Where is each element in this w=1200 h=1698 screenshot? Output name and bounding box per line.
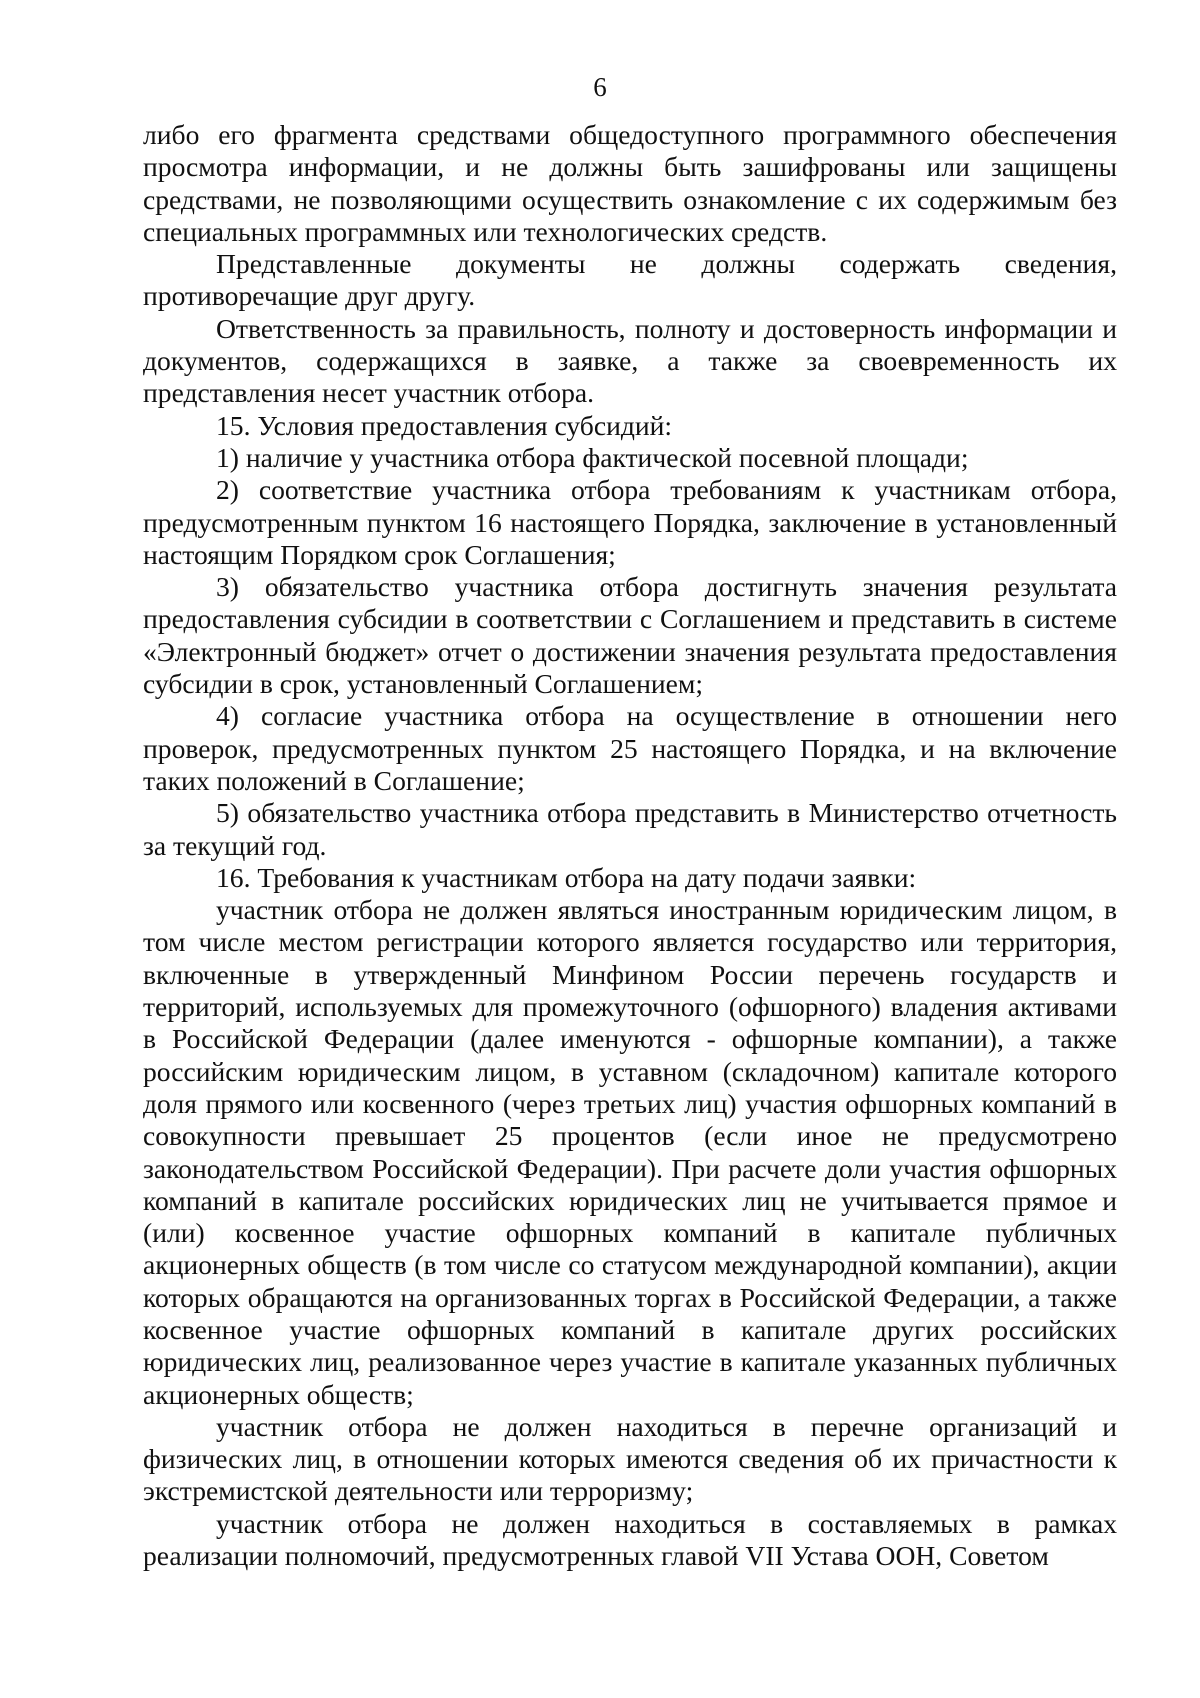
- section-heading-15: 15. Условия предоставления субсидий:: [216, 409, 673, 441]
- paragraph: Представленные документы не должны содержать сведения, противоречащие друг другу.: [143, 248, 1117, 312]
- paragraph: участник отбора не должен являться иностранным юридическим лицом, в том числе местом регистрации которого является государство или территория, включенные в утвержденный Минфином России перечень государств и территорий, используемых для промежуточного (офшорного) владения активами в Российской Федерации (далее именуются - офшорные компании), а также российским юридическим лицом, в уставном (складочном) капитале которого доля прямого или косвенного (через третьих лиц) участия офшорных компаний в совокупности превышает 25 процентов (если иное не предусмотрено законодательством Российской Федерации). При расчете доли участия офшорных компаний в капитале российских юридических лиц не учитывается прямое и (или) косвенное участие офшорных компаний в капитале публичных акционерных обществ (в том числе со статусом международной компании), акции которых обращаются на организованных торгах в Российской Федерации, а также косвенное участие офшорных компаний в капитале других российских юридических лиц, реализованное через участие в капитале указанных публичных акционерных обществ;: [143, 894, 1117, 1410]
- list-item: 1) наличие у участника отбора фактической посевной площади;: [216, 441, 969, 473]
- section-heading-16: 16. Требования к участникам отбора на дату подачи заявки:: [216, 861, 917, 893]
- document-body: [143, 119, 1117, 1572]
- paragraph: Ответственность за правильность, полноту и достоверность информации и документов, содержащихся в заявке, а также за своевременность их представления несет участник отбора.: [143, 312, 1117, 409]
- paragraph: участник отбора не должен находиться в составляемых в рамках реализации полномочий, предусмотренных главой VII Устава ООН, Советом: [143, 1507, 1117, 1572]
- paragraph: участник отбора не должен находиться в перечне организаций и физических лиц, в отношении которых имеются сведения об их причастности к экстремистской деятельности или терроризму;: [143, 1410, 1117, 1507]
- list-item: 3) обязательство участника отбора достигнуть значения результата предоставления субсидии в соответствии с Соглашением и представить в системе «Электронный бюджет» отчет о достижении значения результата предоставления субсидии в срок, установленный Соглашением;: [143, 571, 1117, 700]
- list-item: 4) согласие участника отбора на осуществление в отношении него проверок, предусмотренных пунктом 25 настоящего Порядка, и на включение таких положений в Соглашение;: [143, 700, 1117, 796]
- list-item: 5) обязательство участника отбора представить в Министерство отчетность за текущий год.: [143, 797, 1117, 861]
- list-item: 2) соответствие участника отбора требованиям к участникам отбора, предусмотренным пунктом 16 настоящего Порядка, заключение в установленный настоящим Порядком срок Соглашения;: [143, 474, 1117, 570]
- page-number: 6: [593, 72, 607, 102]
- paragraph-continuation: либо его фрагмента средствами общедоступного программного обеспечения просмотра информации, и не должны быть зашифрованы или защищены средствами, не позволяющими осуществить ознакомление с их содержимым без специальных программных или технологических средств.: [143, 119, 1117, 247]
